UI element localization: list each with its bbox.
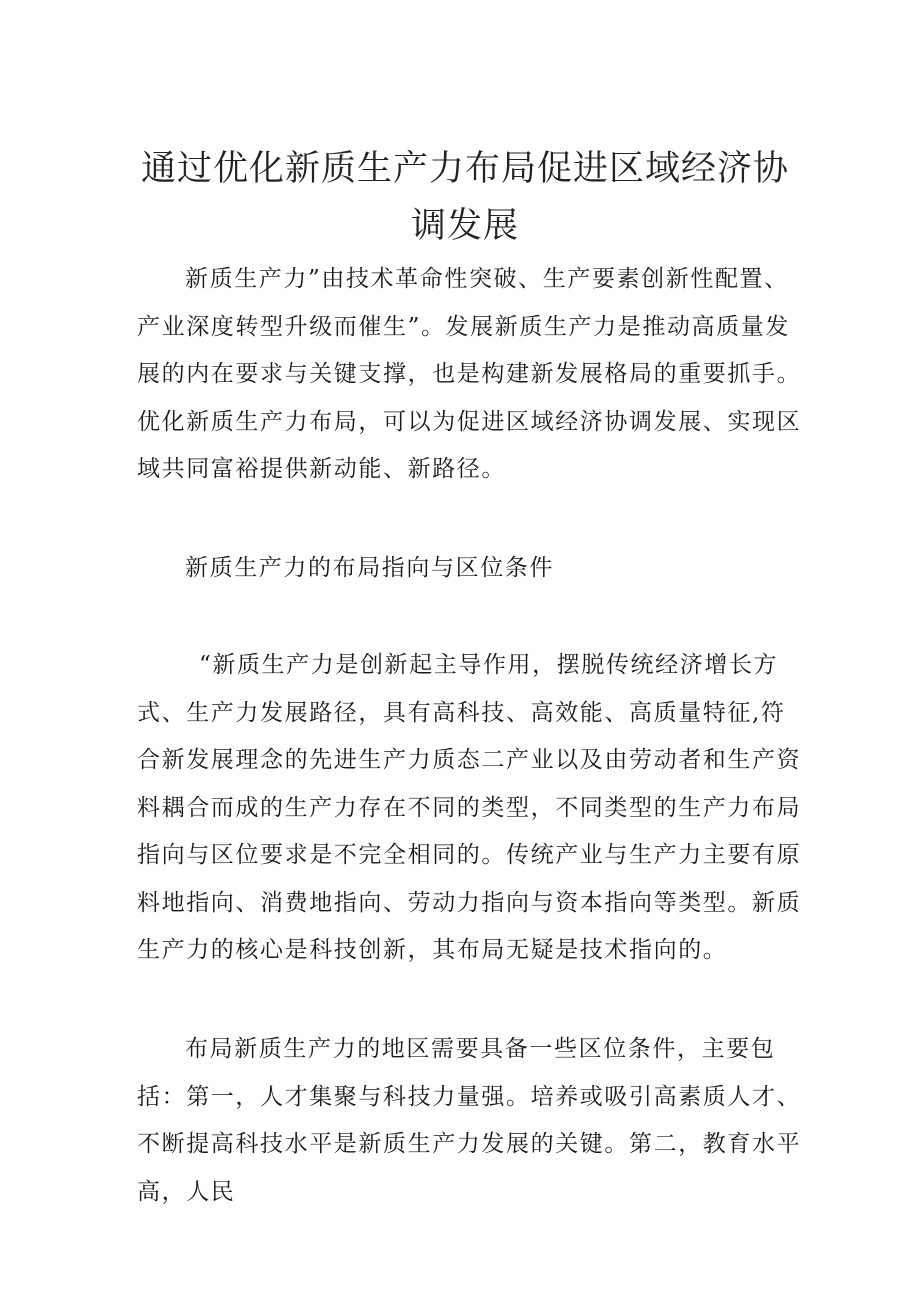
document-title-line-2: 调发展 <box>410 206 519 247</box>
document-title-line-1: 通过优化新质生产力布局促进区域经济协 <box>140 149 789 190</box>
body-paragraph-layout: “新质生产力是创新起主导作用，摆脱传统经济增长方式、生产力发展路径，具有高科技、高效能、高质量特征,符合新发展理念的先进生产力质态二产业以及由劳动者和生产资料耦合而成的生产力存在不同的类型，不同类型的生产力布局指向与区位要求是不完全相同的。传统产业与生产力主要有原料地指向、消费地指向、劳动力指向与资本指向等类型。新质生产力的核心是科技创新，其布局无疑是技术指向的。 <box>137 652 802 963</box>
body-paragraph-conditions: 布局新质生产力的地区需要具备一些区位条件，主要包括：第一，人才集聚与科技力量强。培养或吸引高素质人才、不断提高科技水平是新质生产力发展的关键。第二，教育水平高，人民 <box>137 1036 802 1205</box>
intro-paragraph: 新质生产力”由技术革命性突破、生产要素创新性配置、产业深度转型升级而催生”。发展新质生产力是推动高质量发展的内在要求与关键支撑，也是构建新发展格局的重要抓手。优化新质生产力布局，可以为促进区域经济协调发展、实现区域共同富裕提供新动能、新路径。 <box>137 266 802 482</box>
section-heading: 新质生产力的布局指向与区位条件 <box>185 555 554 581</box>
